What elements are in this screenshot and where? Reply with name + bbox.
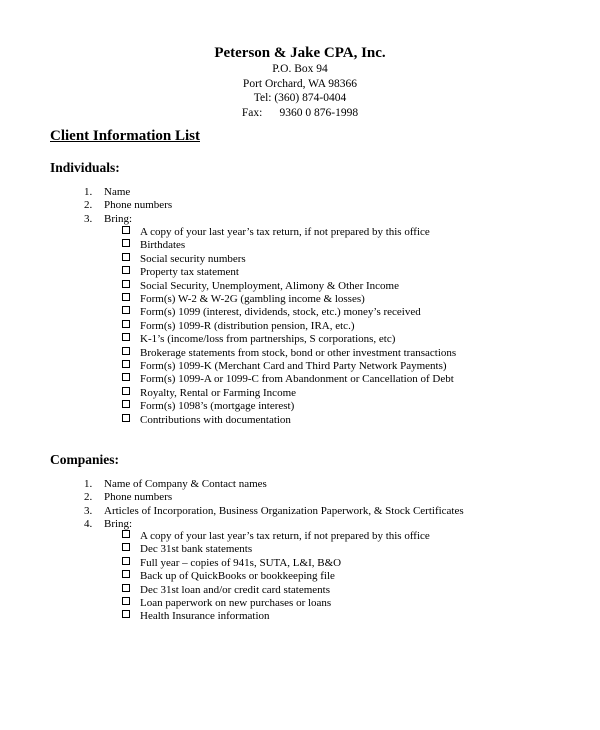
checklist-item: Form(s) W-2 & W-2G (gambling income & losses) bbox=[122, 293, 456, 306]
city-line: Port Orchard, WA 98366 bbox=[242, 77, 358, 90]
checkbox-icon bbox=[122, 543, 130, 551]
fax-number: 9360 0 876-1998 bbox=[279, 106, 359, 119]
list-item: 4. Bring: bbox=[84, 518, 133, 531]
individuals-list bbox=[84, 186, 172, 226]
checkbox-icon bbox=[122, 239, 130, 247]
checklist-item: Form(s) 1099-K (Merchant Card and Third Party Network Payments) bbox=[122, 360, 456, 373]
document-title: Client Information List bbox=[50, 128, 200, 144]
checklist-item: Dec 31st bank statements bbox=[122, 543, 430, 556]
companies-bring-list bbox=[122, 530, 430, 624]
checkbox-icon bbox=[122, 360, 130, 368]
individuals-heading: Individuals: bbox=[50, 160, 120, 175]
checklist-item: Full year – copies of 941s, SUTA, L&I, B&O bbox=[122, 557, 430, 570]
letterhead bbox=[0, 44, 600, 120]
checkbox-icon bbox=[122, 347, 130, 355]
checkbox-icon bbox=[122, 320, 130, 328]
checklist-item: Birthdates bbox=[122, 239, 456, 252]
checkbox-icon bbox=[122, 293, 130, 301]
checkbox-icon bbox=[122, 557, 130, 565]
checklist-item: K-1’s (income/loss from partnerships, S corporations, etc) bbox=[122, 333, 456, 346]
phone-line: Tel: (360) 874-0404 bbox=[253, 92, 347, 104]
checkbox-icon bbox=[122, 597, 130, 605]
checkbox-icon bbox=[122, 387, 130, 395]
checklist-item: Dec 31st loan and/or credit card statements bbox=[122, 584, 430, 597]
checklist-item: Loan paperwork on new purchases or loans bbox=[122, 597, 430, 610]
checkbox-icon bbox=[122, 584, 130, 592]
checkbox-icon bbox=[122, 373, 130, 381]
checklist-item: Back up of QuickBooks or bookkeeping file bbox=[122, 570, 430, 583]
checkbox-icon bbox=[122, 570, 130, 578]
checklist-item: Contributions with documentation bbox=[122, 414, 456, 427]
checklist-item: Form(s) 1099-A or 1099-C from Abandonment or Cancellation of Debt bbox=[122, 373, 456, 386]
checklist-item: Property tax statement bbox=[122, 266, 456, 279]
list-item: 3. Bring: bbox=[84, 212, 133, 225]
checkbox-icon bbox=[122, 400, 130, 408]
list-item: 1. Name of Company & Contact names bbox=[84, 478, 267, 490]
checklist-item: Social security numbers bbox=[122, 253, 456, 266]
checkbox-icon bbox=[122, 333, 130, 341]
checkbox-icon bbox=[122, 266, 130, 274]
checklist-item: Social Security, Unemployment, Alimony & Other Income bbox=[122, 280, 456, 293]
checkbox-icon bbox=[122, 610, 130, 618]
fax-label: Fax: bbox=[241, 106, 263, 119]
checklist-item: Form(s) 1098’s (mortgage interest) bbox=[122, 400, 456, 413]
checkbox-icon bbox=[122, 253, 130, 261]
checkbox-icon bbox=[122, 414, 130, 422]
companies-heading: Companies: bbox=[50, 452, 120, 467]
list-item: 2. Phone numbers bbox=[84, 491, 173, 504]
checkbox-icon bbox=[122, 530, 130, 538]
checklist-item: Form(s) 1099 (interest, dividends, stock, etc.) money’s received bbox=[122, 306, 456, 319]
fax-line bbox=[0, 106, 600, 121]
company-name: Peterson & Jake CPA, Inc. bbox=[214, 45, 386, 61]
checklist-item: A copy of your last year’s tax return, if not prepared by this office bbox=[122, 530, 430, 543]
companies-list bbox=[84, 478, 464, 532]
list-item: 3. Articles of Incorporation, Business Organization Paperwork, & Stock Certificates bbox=[84, 504, 464, 517]
checkbox-icon bbox=[122, 280, 130, 288]
checklist-item: Royalty, Rental or Farming Income bbox=[122, 387, 456, 400]
checkbox-icon bbox=[122, 306, 130, 314]
checklist-item: Health Insurance information bbox=[122, 610, 430, 623]
checklist-item: A copy of your last year’s tax return, if not prepared by this office bbox=[122, 226, 456, 239]
po-box: P.O. Box 94 bbox=[272, 63, 328, 75]
checklist-item: Brokerage statements from stock, bond or other investment transactions bbox=[122, 347, 456, 360]
list-item: 1. Name bbox=[84, 186, 131, 198]
list-item: 2. Phone numbers bbox=[84, 199, 173, 212]
checklist-item: Form(s) 1099-R (distribution pension, IRA, etc.) bbox=[122, 320, 456, 333]
individuals-bring-list bbox=[122, 226, 456, 427]
checkbox-icon bbox=[122, 226, 130, 234]
